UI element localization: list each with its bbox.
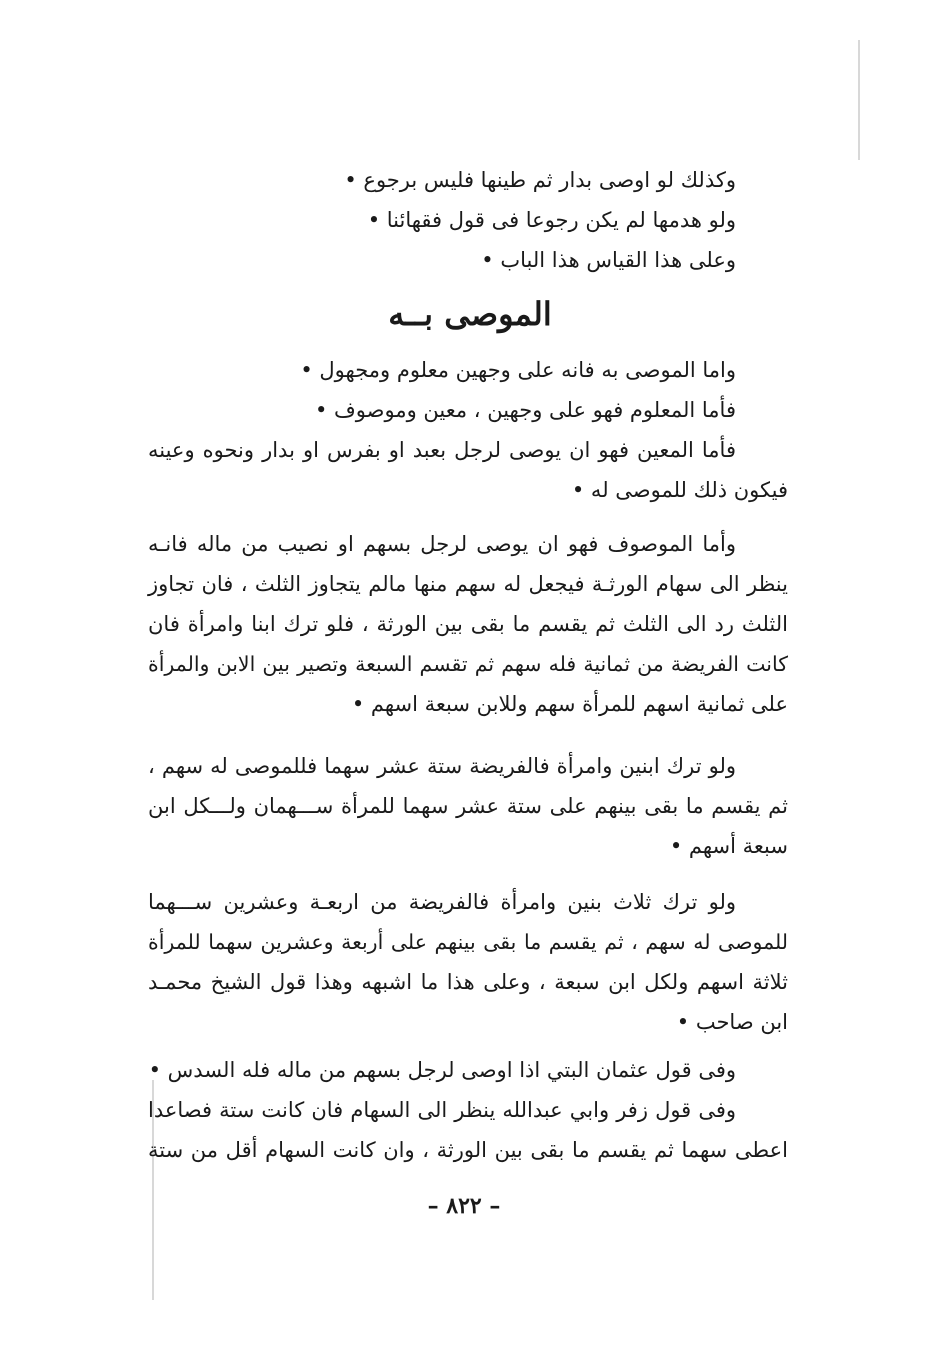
text-line: وعلى هذا القياس هذا الباب • — [481, 248, 736, 272]
text-line: كانت الفريضة من ثمانية فله سهم ثم تقسم السبعة وتصير بين الابن والمرأة — [148, 652, 788, 676]
text-line: الثلث رد الى الثلث ثم يقسم ما بقى بين الورثة ، فلو ترك ابنا وامرأة فان — [148, 612, 788, 636]
text-line: ولو ترك ثلاث بنين وامرأة فالفريضة من اربعـة وعشرين ســـهما — [148, 890, 736, 914]
text-line: على ثمانية اسهم للمرأة سهم وللابن سبعة اسهم • — [351, 692, 788, 716]
text-line: اعطى سهما ثم يقسم ما بقى بين الورثة ، وان كانت السهام أقل من ستة — [148, 1138, 788, 1162]
text-line: وكذلك لو اوصى بدار ثم طينها فليس برجوع • — [344, 168, 736, 192]
text-line: فيكون ذلك للموصى له • — [571, 478, 788, 502]
text-line: ثلاثة اسهم ولكل ابن سبعة ، وعلى هذا ما اشبهه وهذا قول الشيخ محمـد — [148, 970, 788, 994]
text-line: وفى قول عثمان البتي اذا اوصى لرجل بسهم من ماله فله السدس • — [148, 1058, 736, 1082]
text-line: ينظر الى سهام الورثـة فيجعل له سهم منها مالم يتجاوز الثلث ، فان تجاوز — [148, 572, 788, 596]
text-line: وفى قول زفر وابي عبدالله ينظر الى السهام فان كانت ستة فصاعدا — [148, 1098, 736, 1122]
paragraph — [148, 350, 788, 510]
text-line: فأما المعلوم فهو على وجهين ، معين وموصوف • — [314, 398, 736, 422]
paragraph — [148, 1050, 788, 1170]
text-line: ابن صاحب • — [676, 1010, 788, 1034]
paragraph — [148, 746, 788, 866]
section-heading: الموصى بــه — [388, 295, 552, 333]
text-line: فأما المعين فهو ان يوصى لرجل بعبد او بفرس او بدار ونحوه وعينه — [148, 438, 736, 462]
text-line: واما الموصى به فانه على وجهين معلوم ومجهول • — [300, 358, 736, 382]
text-line: سبعة أسهم • — [669, 834, 788, 858]
intro-block — [148, 160, 788, 280]
page-number: – ٨٢٢ – — [427, 1193, 501, 1219]
text-line: ثم يقسم ما بقى بينهم على ستة عشر سهما للمرأة ســـهمان ولـــكل ابن — [148, 794, 788, 818]
text-line: ولو هدمها لم يكن رجوعا فى قول فقهائنا • — [367, 208, 736, 232]
text-line: للموصى له سهم ، ثم يقسم ما بقى بينهم على أربعة وعشرين سهما للمرأة — [148, 930, 788, 954]
text-line: وأما الموصوف فهو ان يوصى لرجل بسهم او نصيب من ماله فانـه — [148, 532, 736, 556]
paragraph — [148, 882, 788, 1042]
paragraph — [148, 524, 788, 724]
text-line: ولو ترك ابنين وامرأة فالفريضة ستة عشر سهما فللموصى له سهم ، — [148, 754, 736, 778]
scan-edge-mark — [858, 40, 860, 160]
